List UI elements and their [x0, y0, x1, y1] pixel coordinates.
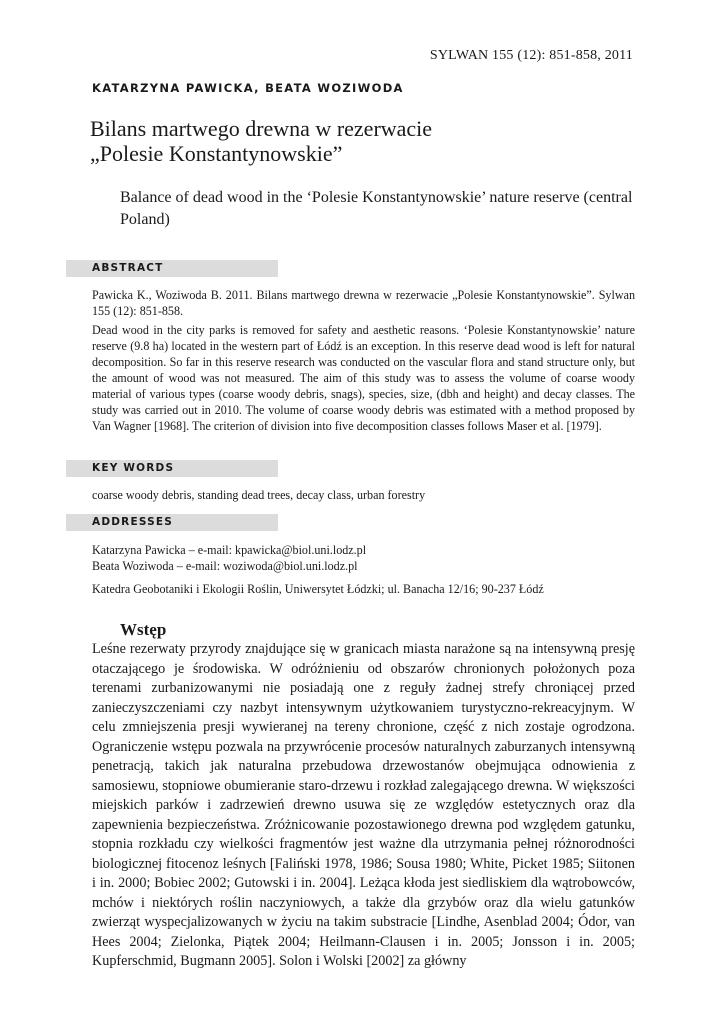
article-title [90, 116, 650, 166]
english-title: Balance of dead wood in the ‘Polesie Konstantynowskie’ nature reserve (central Poland) [120, 189, 633, 228]
intro-text: Leśne rezerwaty przyrody znajdujące się w granicach miasta narażone są na intensywną presję otaczającego je środowiska. W odróżnieniu od obszarów chronionych położonych poza terenami zurbanizowanymi nie posiadają one z reguły żadnej strefy chroniącej przed zanieczyszczeniami czy nazbyt intensywnym użytkowaniem turystyczno-rekreacyjnym. W celu zmniejszenia presji wywieranej na tereny chronione, część z nich zostaje ogrodzona. Ograniczenie wstępu pozwala na przywrócenie procesów naturalnych zaburzanych intensywną penetracją, takich jak naturalna przebudowa drzewostanów obejmująca odnowienia z samosiewu, stopniowe obumieranie staro-drzewu i rozkład zalegającego drewna. W większości miejskich parków i zadrzewień drewno usuwa się ze względów estetycznych oraz dla zapewnienia bezpieczeństwa. Zróżnicowanie pozostawionego drewna pod względem gatunku, stopnia rozkładu czy wielkości fragmentów jest ważne dla utrzymania pełnej różnorodności biologicznej fitocenoz leśnych [Faliński 1978, 1986; Sousa 1980; White, Picket 1985; Siitonen i in. 2000; Bobiec 2002; Gutowski i in. 2004]. Leżąca kłoda jest siedliskiem dla wątrobowców, mchów i niektórych roślin naczyniowych, a także dla grzybów oraz dla wielu gatunków zwierząt wyspecjalizowanych w życiu na takim substracie [Lindhe, Asenblad 2004; Ódor, van Hees 2004; Zielonka, Piątek 2004; Heilmann-Clausen i in. 2005; Jonsson i in. 2005; Kupferschmid, Bugmann 2005]. Solon i Wolski [2002] za główny [92, 641, 635, 969]
key-words-heading: KEY WORDS [66, 460, 278, 477]
intro-heading: Wstęp [120, 620, 167, 639]
journal-reference: SYLWAN 155 (12): 851-858, 2011 [429, 48, 633, 63]
key-words-text: coarse woody debris, standing dead trees, decay class, urban forestry [92, 488, 426, 502]
abstract-text: Dead wood in the city parks is removed for safety and aesthetic reasons. ‘Polesie Konstantynowskie’ nature reserve (9.8 ha) located in the western part of Łódź is an exception. In this reserve dead wood is left for natural decomposition. So far in this reserve research was conducted on the vascular flora and stand structure only, but the amount of wood was not measured. The aim of this study was to assess the volume of coarse woody material of various types (coarse woody debris, snags), species, size, (dbh and height) and decay classes. The study was carried out in 2010. The volume of coarse woody debris was estimated with a method proposed by Van Wagner [1968]. The criterion of division into five decomposition classes follows Maser et al. [1979]. [92, 323, 635, 433]
title-line-1: Bilans martwego drewna w rezerwacie [90, 116, 433, 141]
authors: KATARZYNA PAWICKA, BEATA WOZIWODA [92, 81, 404, 95]
title-line-2: „Polesie Konstantynowskie” [90, 141, 343, 166]
citation: Pawicka K., Woziwoda B. 2011. Bilans martwego drewna w rezerwacie „Polesie Konstantynowskie”. Sylwan 155 (12): 851-858. [92, 288, 635, 318]
abstract-heading: ABSTRACT [66, 260, 278, 277]
address-2: Beata Woziwoda – e-mail: woziwoda@biol.uni.lodz.pl [92, 559, 358, 573]
address-1: Katarzyna Pawicka – e-mail: kpawicka@biol.uni.lodz.pl [92, 543, 367, 557]
addresses-heading: ADDRESSES [66, 514, 278, 531]
institution: Katedra Geobotaniki i Ekologii Roślin, Uniwersytet Łódzki; ul. Banacha 12/16; 90-237 Łódź [92, 582, 544, 596]
